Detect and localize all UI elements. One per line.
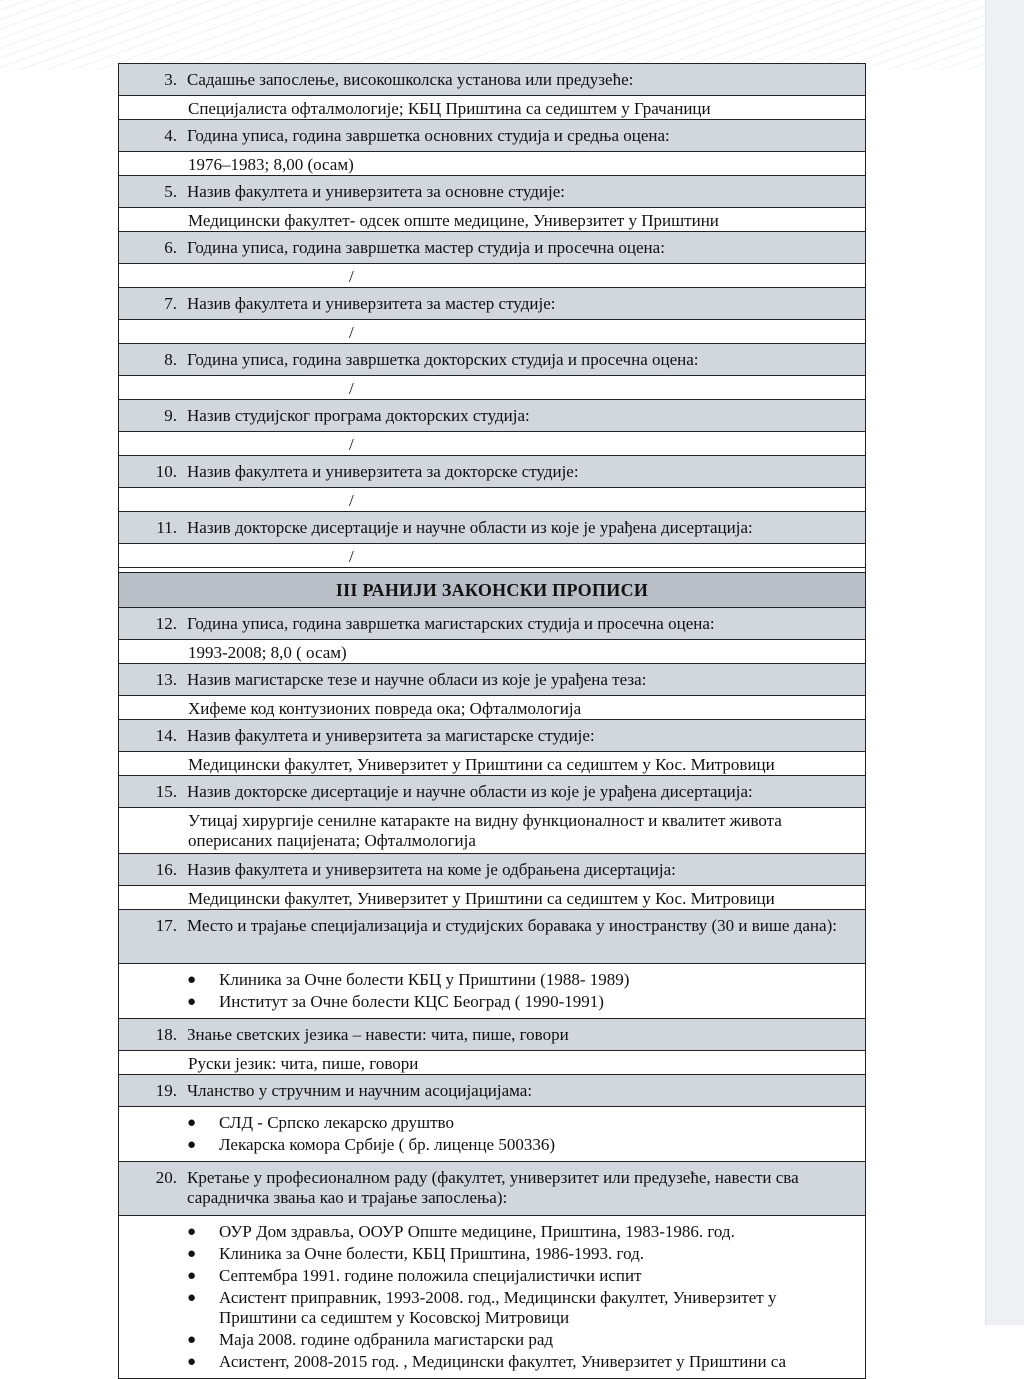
answer-16: Медицински факултет, Универзитет у Приштини са седиштем у Кос. Митровици bbox=[119, 886, 865, 910]
question-8: 8. Година уписа, година завршетка докторских студија и просечна оцена: bbox=[119, 344, 865, 376]
question-17: 17. Место и трајање специјализација и студијских боравака у иностранству (30 и више дана): bbox=[119, 910, 865, 964]
question-text: Назив студијског програма докторских студија: bbox=[187, 406, 530, 425]
list-item: ● Клиника за Очне болести, КБЦ Приштина, 1986-1993. год. bbox=[187, 1244, 644, 1263]
question-13: 13. Назив магистарске тезе и научне обласи из које је урађена теза: bbox=[119, 664, 865, 696]
question-text: Назив факултета и универзитета за мастер студије: bbox=[187, 294, 556, 313]
question-text: Година уписа, година завршетка докторских студија и просечна оцена: bbox=[187, 350, 699, 369]
bullet-icon: ● bbox=[187, 1332, 197, 1348]
bullet-icon: ● bbox=[187, 994, 197, 1010]
question-11: 11. Назив докторске дисертације и научне области из које је урађена дисертација: bbox=[119, 512, 865, 544]
answer-17 bbox=[119, 964, 865, 1019]
question-text: Назив докторске дисертације и научне области из које је урађена дисертација: bbox=[187, 518, 753, 537]
bullet-icon: ● bbox=[187, 1224, 197, 1240]
question-text: Чланство у стручним и научним асоцијацијама: bbox=[187, 1081, 533, 1100]
answer-9: / bbox=[119, 432, 865, 456]
bullet-icon: ● bbox=[187, 1137, 197, 1153]
scan-hatch bbox=[0, 0, 1024, 70]
question-15: 15. Назив докторске дисертације и научне области из које је урађена дисертација: bbox=[119, 776, 865, 808]
answer-4: 1976–1983; 8,00 (осам) bbox=[119, 152, 865, 176]
question-9: 9. Назив студијског програма докторских студија: bbox=[119, 400, 865, 432]
answer-5: Медицински факултет- одсек опште медицине, Универзитет у Приштини bbox=[119, 208, 865, 232]
answer-6: / bbox=[119, 264, 865, 288]
cv-form-table bbox=[118, 63, 866, 1379]
answer-20 bbox=[119, 1216, 865, 1378]
question-3: 3. Садашње запослење, високошколска установа или предузеће: bbox=[119, 64, 865, 96]
answer-7: / bbox=[119, 320, 865, 344]
bullet-icon: ● bbox=[187, 1290, 197, 1306]
list-item: ● Институт за Очне болести КЦС Београд ( 1990-1991) bbox=[187, 992, 604, 1011]
question-16: 16. Назив факултета и универзитета на коме је одбрањена дисертација: bbox=[119, 854, 865, 886]
answer-19 bbox=[119, 1107, 865, 1162]
question-text: Садашње запослење, високошколска установа или предузеће: bbox=[187, 70, 634, 89]
bullet-icon: ● bbox=[187, 1268, 197, 1284]
question-7: 7. Назив факултета и универзитета за мастер студије: bbox=[119, 288, 865, 320]
list-item: ● Лекарска комора Србије ( бр. лиценце 500336) bbox=[187, 1135, 556, 1154]
question-text: Назив магистарске тезе и научне обласи из које је урађена теза: bbox=[187, 670, 647, 689]
list-item: ● Маја 2008. године одбранила магистарски рад bbox=[187, 1330, 554, 1349]
bullet-icon: ● bbox=[187, 1246, 197, 1262]
bullet-icon: ● bbox=[187, 1354, 197, 1370]
question-10: 10. Назив факултета и универзитета за докторске студије: bbox=[119, 456, 865, 488]
question-14: 14. Назив факултета и универзитета за магистарске студије: bbox=[119, 720, 865, 752]
list-item: ● Асистент, 2008-2015 год. , Медицински факултет, Универзитет у Приштини са bbox=[187, 1352, 787, 1371]
question-text: Година уписа, година завршетка основних студија и средња оцена: bbox=[187, 126, 670, 145]
answer-3: Специјалиста офталмологије; КБЦ Приштина са седиштем у Грачаници bbox=[119, 96, 865, 120]
question-6: 6. Година уписа, година завршетка мастер студија и просечна оцена: bbox=[119, 232, 865, 264]
question-19: 19. Чланство у стручним и научним асоцијацијама: bbox=[119, 1075, 865, 1107]
question-text: Кретање у професионалном раду (факултет, универзитет или предузеће, навести сва сарадничка звања као и трајање запослења): bbox=[187, 1168, 799, 1207]
list-item: ● Асистент приправник, 1993-2008. год., Медицински факултет, Универзитет у Приштини са седиштем у Косовској Митровици bbox=[187, 1288, 777, 1327]
list-item: ● Клиника за Очне болести КБЦ у Приштини (1988- 1989) bbox=[187, 970, 630, 989]
question-text: Назив факултета и универзитета за основне студије: bbox=[187, 182, 565, 201]
answer-10: / bbox=[119, 488, 865, 512]
bullet-icon: ● bbox=[187, 1115, 197, 1131]
answer-12: 1993-2008; 8,0 ( осам) bbox=[119, 640, 865, 664]
section-title: III РАНИЈИ ЗАКОНСКИ ПРОПИСИ bbox=[119, 572, 865, 608]
question-12: 12. Година уписа, година завршетка магистарских студија и просечна оцена: bbox=[119, 608, 865, 640]
question-text: Назив докторске дисертације и научне области из које је урађена дисертација: bbox=[187, 782, 753, 801]
answer-14: Медицински факултет, Универзитет у Приштини са седиштем у Кос. Митровици bbox=[119, 752, 865, 776]
answer-15: Утицај хирургије сенилне катаракте на видну функционалност и квалитет живота оперисаних пацијената; Офталмологија bbox=[119, 808, 865, 854]
question-text: Назив факултета и универзитета за магистарске студије: bbox=[187, 726, 595, 745]
question-text: Знање светских језика – навести: чита, пише, говори bbox=[187, 1025, 569, 1044]
question-text: Година уписа, година завршетка магистарских студија и просечна оцена: bbox=[187, 614, 715, 633]
scan-edge bbox=[985, 0, 1024, 1325]
question-5: 5. Назив факултета и универзитета за основне студије: bbox=[119, 176, 865, 208]
answer-11: / bbox=[119, 544, 865, 568]
question-text: Година уписа, година завршетка мастер студија и просечна оцена: bbox=[187, 238, 665, 257]
question-text: Место и трајање специјализација и студијских боравака у иностранству (30 и више дана): bbox=[187, 916, 837, 935]
question-text: Назив факултета и универзитета за докторске студије: bbox=[187, 462, 579, 481]
answer-18: Руски језик: чита, пише, говори bbox=[119, 1051, 865, 1075]
answer-8: / bbox=[119, 376, 865, 400]
question-20: 20. Кретање у професионалном раду (факултет, универзитет или предузеће, навести сва сарадничка звања као и трајање запослења): bbox=[119, 1162, 865, 1216]
list-item: ● СЛД - Српско лекарско друштво bbox=[187, 1113, 454, 1132]
list-item: ● ОУР Дом здравља, ООУР Опште медицине, Приштина, 1983-1986. год. bbox=[187, 1222, 735, 1241]
bullet-icon: ● bbox=[187, 972, 197, 988]
list-item: ● Септембра 1991. године положила специјалистички испит bbox=[187, 1266, 642, 1285]
question-text: Назив факултета и универзитета на коме је одбрањена дисертација: bbox=[187, 860, 676, 879]
question-4: 4. Година уписа, година завршетка основних студија и средња оцена: bbox=[119, 120, 865, 152]
question-18: 18. Знање светских језика – навести: чита, пише, говори bbox=[119, 1019, 865, 1051]
answer-13: Хифеме код контузионих повреда ока; Офталмологија bbox=[119, 696, 865, 720]
